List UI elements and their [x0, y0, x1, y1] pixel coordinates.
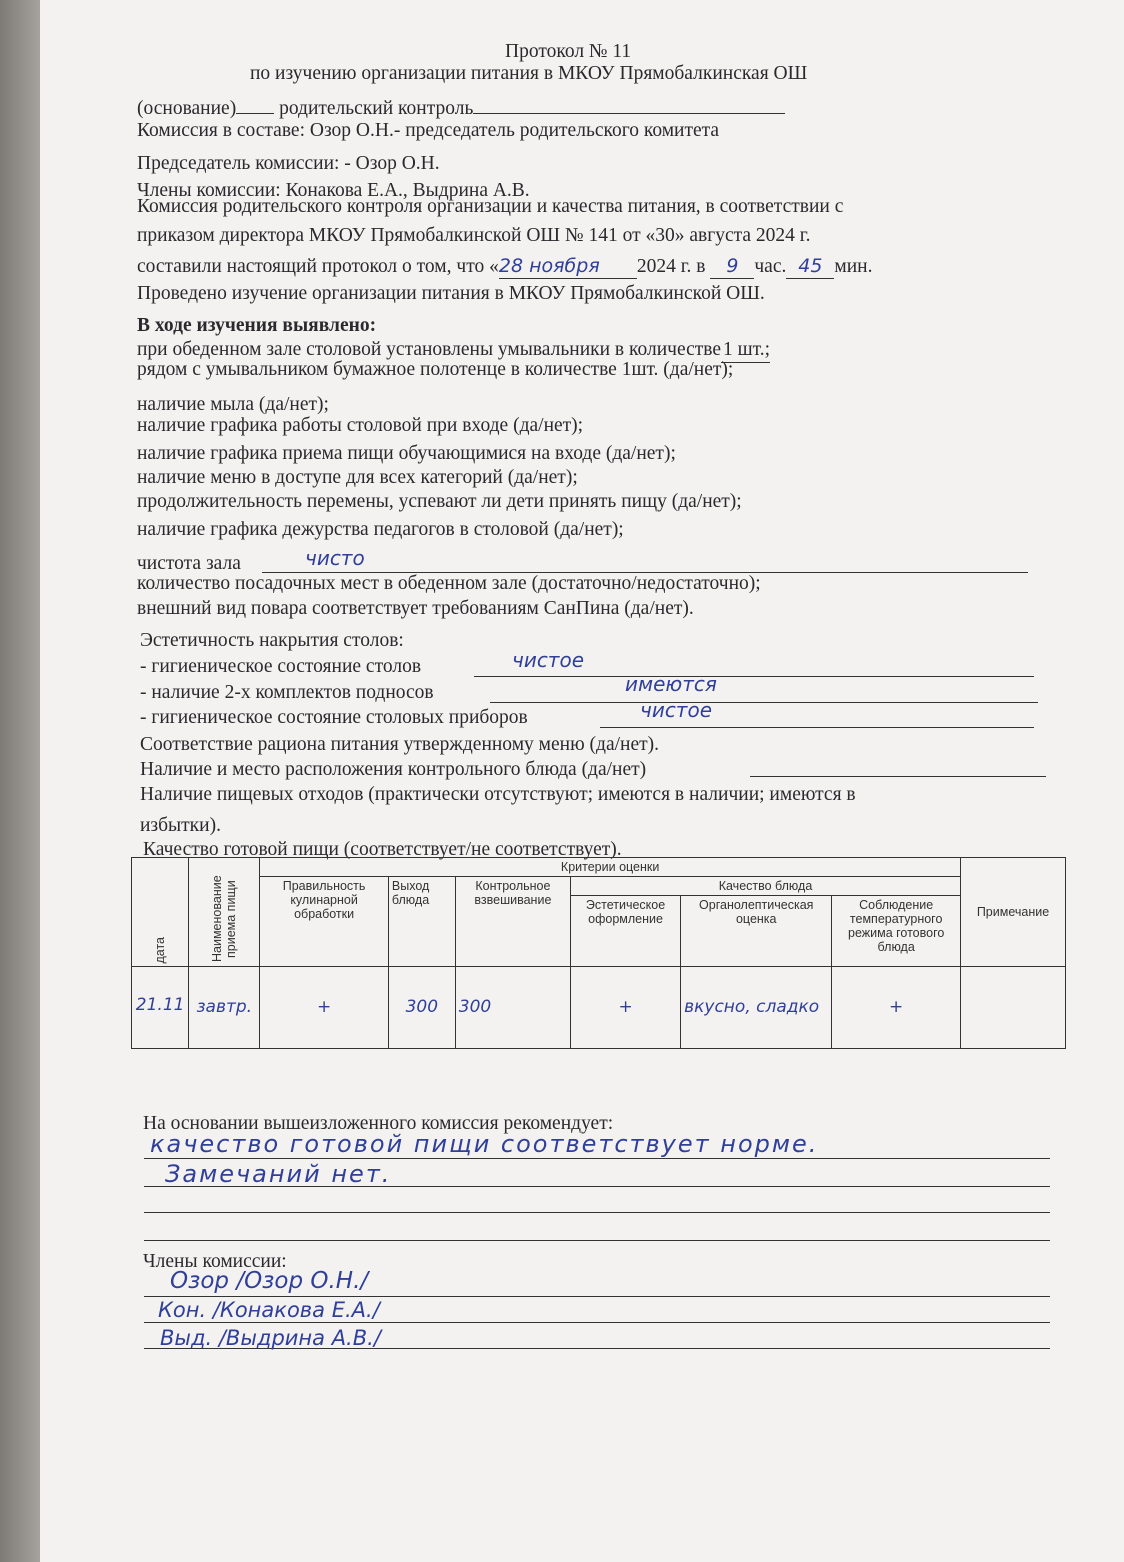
commission-composition: Комиссия в составе: Озор О.Н.- председатель родительского комитета: [137, 120, 720, 141]
finding-menu: наличие меню в доступе для всех категорий (да/нет);: [137, 467, 578, 488]
recommendation-heading: На основании вышеизложенного комиссия рекомендует:: [143, 1113, 614, 1134]
finding-washbasins: при обеденном зале столовой установлены умывальники в количестве 1 шт.;: [137, 338, 770, 363]
cell-yield: 300: [388, 966, 455, 1048]
intro-line-4: Проведено изучение организации питания в МКОУ Прямобалкинской ОШ.: [137, 283, 765, 304]
th-yield: Выход блюда: [388, 877, 455, 966]
th-organoleptic: Органолептическая оценка: [681, 896, 832, 966]
finding-duty: наличие графика дежурства педагогов в столовой (да/нет);: [137, 519, 624, 540]
th-criteria: Критерии оценки: [260, 858, 961, 877]
finding-quality: Качество готовой пищи (соответствует/не соответствует).: [143, 839, 622, 860]
cell-aesthetic: +: [571, 966, 681, 1048]
basis-line: [137, 97, 785, 121]
intro-line-2: приказом директора МКОУ Прямобалкинской ОШ № 141 от «30» августа 2024 г.: [137, 225, 811, 246]
cell-cooking: +: [260, 966, 389, 1048]
recommendation-rule-4: [144, 1240, 1050, 1241]
cell-name: завтр.: [189, 966, 260, 1048]
commission-chair: Председатель комиссии: - Озор О.Н.: [137, 153, 440, 174]
th-temp: Соблюдение температурного режима готового блюда: [832, 896, 961, 966]
hall-handwritten: чисто: [305, 546, 365, 570]
th-cooking: Правильность кулинарной обработки: [260, 877, 389, 966]
basis-label: (основание): [137, 98, 237, 119]
th-date: дата: [132, 858, 189, 967]
finding-tables-label: - гигиеническое состояние столов: [140, 656, 422, 677]
protocol-subtitle: по изучению организации питания в МКОУ Прямобалкинская ОШ: [250, 63, 808, 84]
th-weigh: Контрольное взвешивание: [455, 877, 570, 966]
findings-heading: В ходе изучения выявлено:: [137, 315, 377, 336]
finding-schedule-entrance: наличие графика работы столовой при входе (да/нет);: [137, 415, 584, 436]
finding-waste-1: Наличие пищевых отходов (практически отсутствуют; имеются в наличии; имеются в: [140, 784, 856, 805]
th-note: Примечание: [960, 858, 1065, 967]
finding-cook: внешний вид повара соответствует требованиям СанПина (да/нет).: [137, 598, 694, 619]
hall-fill-line: [262, 548, 1028, 573]
cell-weigh: 300: [455, 966, 570, 1048]
finding-waste-2: избытки).: [140, 815, 221, 836]
trays-handwritten: имеются: [625, 672, 717, 696]
recommendation-handwritten-2: Замечаний нет.: [165, 1160, 392, 1188]
washbasins-qty: 1 шт.;: [721, 338, 770, 363]
recommendation-handwritten-1: качество готовой пищи соответствует норме.: [150, 1130, 819, 1158]
finding-meal-schedule: наличие графика приема пищи обучающимися на входе (да/нет);: [137, 443, 676, 464]
recommendation-rule-1: [144, 1158, 1050, 1159]
signature-3: Выд. /Выдрина А.В./: [160, 1326, 381, 1350]
intro-line-3: составили настоящий протокол о том, что «28 ноября 2024 г. в 9 час. 45 мин.: [137, 255, 873, 277]
recommendation-rule-3: [144, 1212, 1050, 1213]
minutes-handwritten: 45: [786, 254, 834, 279]
finding-control-dish: Наличие и место расположения контрольного блюда (да/нет): [140, 759, 647, 780]
signature-rule-2: [144, 1322, 1050, 1323]
tables-handwritten: чистое: [512, 648, 585, 672]
th-dish-quality: Качество блюда: [571, 877, 961, 896]
finding-seats: количество посадочных мест в обеденном зале (достаточно/недостаточно);: [137, 573, 761, 594]
signature-2: Кон. /Конакова Е.А./: [158, 1298, 380, 1322]
commission-members: Члены комиссии: Конакова Е.А., Выдрина А.В.: [137, 180, 530, 201]
finding-towel: рядом с умывальником бумажное полотенце в количестве 1шт. (да/нет);: [137, 359, 734, 380]
protocol-title: Протокол № 11: [505, 41, 632, 62]
cell-temp: +: [832, 966, 961, 1048]
criteria-table: [131, 857, 1066, 1049]
cell-organoleptic: вкусно, сладко: [681, 966, 832, 1048]
finding-trays-label: - наличие 2-х комплектов подносов: [140, 682, 434, 703]
finding-aesthetics: Эстетичность накрытия столов:: [140, 630, 404, 651]
th-aesthetic: Эстетическое оформление: [571, 896, 681, 966]
signature-1: Озор /Озор О.Н./: [170, 1268, 369, 1294]
finding-cutlery-label: - гигиеническое состояние столовых приборов: [140, 707, 528, 728]
date-handwritten: 28 ноября: [499, 254, 637, 279]
finding-break: продолжительность перемены, успевают ли дети принять пищу (да/нет);: [137, 491, 742, 512]
basis-value: родительский контроль: [279, 98, 474, 119]
trays-fill-line: [490, 678, 1038, 703]
hour-handwritten: 9: [710, 254, 754, 279]
cell-note: [960, 966, 1065, 1048]
signature-rule-1: [144, 1296, 1050, 1297]
signatures-heading: Члены комиссии:: [143, 1251, 287, 1272]
intro-line-1: Комиссия родительского контроля организации и качества питания, в соответствии с: [137, 196, 844, 217]
finding-soap: наличие мыла (да/нет);: [137, 394, 329, 415]
control-dish-fill-line: [750, 752, 1046, 777]
table-row: [132, 966, 1066, 1048]
th-name: Наименование приема пищи: [189, 858, 260, 967]
finding-ration: Соответствие рациона питания утвержденному меню (да/нет).: [140, 734, 659, 755]
paper-edge-shadow: [0, 0, 44, 1562]
cell-date: 21.11: [132, 966, 189, 1048]
finding-hall-label: чистота зала: [137, 553, 241, 574]
cutlery-handwritten: чистое: [640, 698, 713, 722]
